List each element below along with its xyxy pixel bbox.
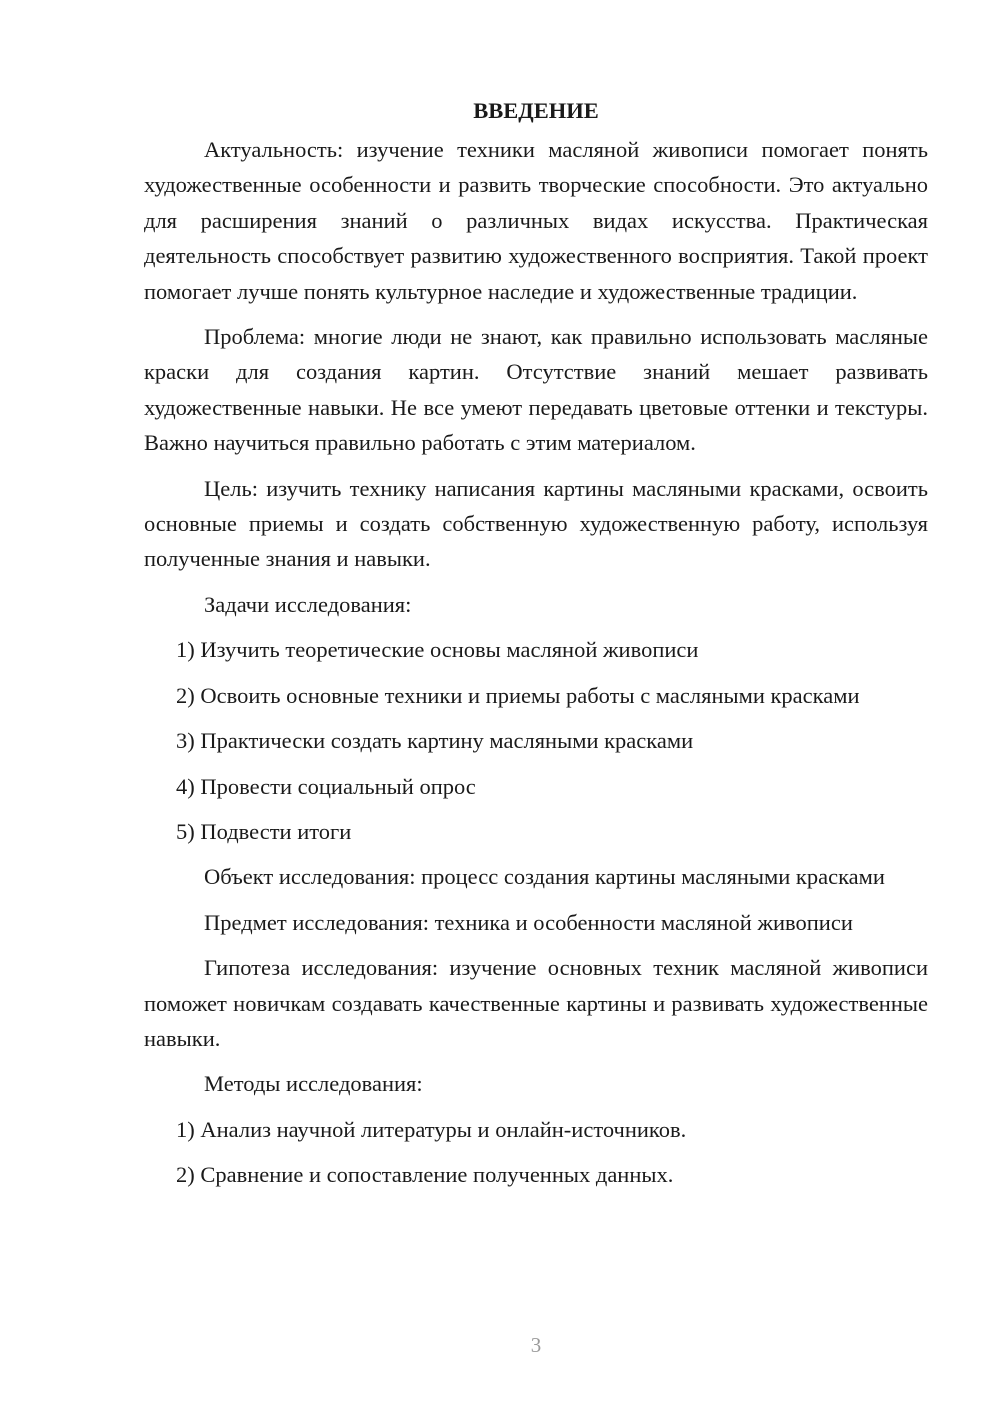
page-number: 3 (530, 1333, 542, 1357)
task-item: 2) Освоить основные техники и приемы работы с масляными красками (176, 682, 860, 708)
task-item: 3) Практически создать картину масляными красками (176, 728, 694, 754)
section-heading: ВВЕДЕНИЕ (473, 98, 599, 123)
object-paragraph: Объект исследования: процесс создания картины масляными красками (204, 864, 885, 890)
task-item: 1) Изучить теоретические основы масляной живописи (176, 637, 699, 663)
method-item: 2) Сравнение и сопоставление полученных данных. (176, 1162, 674, 1188)
task-item: 4) Провести социальный опрос (176, 773, 476, 799)
subject-paragraph: Предмет исследования: техника и особенности масляной живописи (204, 909, 853, 935)
relevance-paragraph: Актуальность: изучение техники масляной живописи помогает понять художественные особенности и развить творческие способности. Это актуально для расширения знаний о различных видах искусства. Практическая деятельность способствует развитию художественного восприятия. Такой проект помогает лучше понять культурное наследие и художественные традиции. (144, 137, 928, 304)
hypothesis-paragraph: Гипотеза исследования: изучение основных техник масляной живописи поможет новичкам создавать качественные картины и развивать художественные навыки. (144, 955, 928, 1051)
method-item: 1) Анализ научной литературы и онлайн-источников. (176, 1116, 687, 1142)
methods-label: Методы исследования: (204, 1071, 423, 1097)
goal-paragraph: Цель: изучить технику написания картины масляными красками, освоить основные приемы и создать собственную художественную работу, используя полученные знания и навыки. (144, 475, 928, 572)
task-item: 5) Подвести итоги (176, 818, 352, 844)
page-content (144, 92, 928, 1203)
tasks-label: Задачи исследования: (204, 591, 412, 617)
problem-paragraph: Проблема: многие люди не знают, как правильно использовать масляные краски для создания картин. Отсутствие знаний мешает развивать художественные навыки. Не все умеют передавать цветовые оттенки и текстуры. Важно научиться правильно работать с этим материалом. (144, 324, 928, 456)
